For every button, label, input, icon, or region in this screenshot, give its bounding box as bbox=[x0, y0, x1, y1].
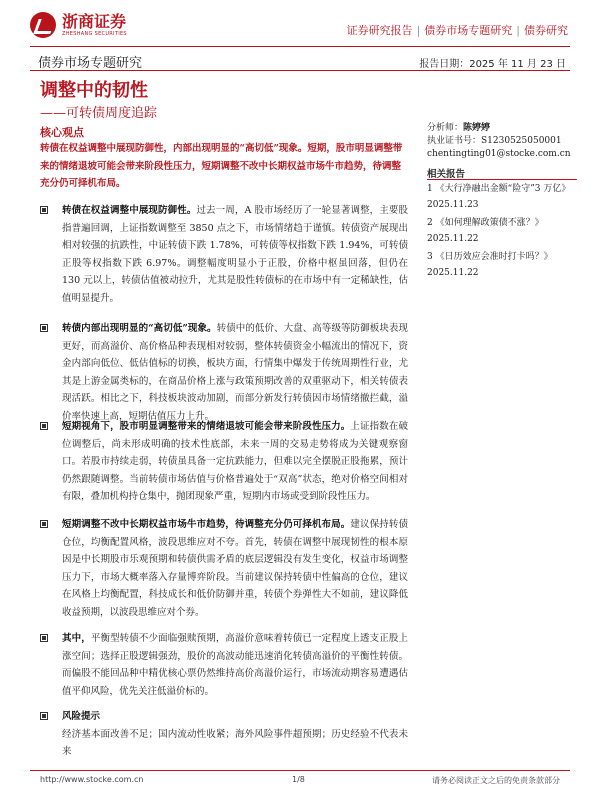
analyst-email[interactable]: chentingting01@stocke.com.cn bbox=[427, 149, 571, 159]
page-number: 1/8 bbox=[292, 775, 305, 784]
page-subtitle: ——可转债周度追踪 bbox=[40, 106, 158, 121]
risk-section bbox=[40, 708, 408, 761]
bullet-lead: 其中， bbox=[62, 633, 91, 644]
bullet-section bbox=[40, 202, 408, 308]
logo-chinese-name: 浙商证券 bbox=[62, 12, 127, 31]
bullet-square-icon bbox=[40, 712, 48, 720]
analyst-info bbox=[427, 122, 577, 161]
bullet-lead: 转债内部出现明显的“高切低”现象。 bbox=[62, 323, 217, 334]
bullet-lead: 转债在权益调整中展现防御性。 bbox=[62, 205, 197, 216]
bullet-paragraph bbox=[62, 516, 408, 622]
bullet-paragraph bbox=[62, 418, 408, 506]
bullet-lead: 短期视角下，股市明显调整带来的情绪退坡可能会带来阶段性压力。 bbox=[62, 421, 351, 432]
bullet-square-icon bbox=[40, 520, 48, 528]
bullet-body: 上证指数在破位调整后，尚未形成明确的技术性底部，未来一周的交易走势将成为关键观察窗口。若股市持续走弱，转债虽具备一定抗跌能力，但难以完全摆脱正股拖累，预计仍然跟随调整。当前转债市场估值与价格普遍处于“双高”状态，绝对价格空间相对有限，叠加机构持仓集中，抛团现象严重，短期内市场或受到阶段性压力。 bbox=[62, 421, 408, 503]
bullet-section bbox=[40, 320, 408, 426]
footer-divider bbox=[30, 770, 570, 771]
bullet-paragraph bbox=[62, 630, 408, 700]
bullet-body: 转债中的低价、大盘、高等级等防御板块表现更好，而高溢价、高价格品种表现相对较弱，整体转债资金小幅流出的情况下，资金内部向低位、低估值标的切换，板块方面，行情集中爆发于传统周期性行业，尤其是上游金属类标的，在商品价格上涨与政策预期改善的双重驱动下，相关转债表现活跃。相比之下，科技板块波动加剧，而部分新发行转债因市场情绪撤拦截，溢价率快速上高，短期估值压力上升。 bbox=[62, 323, 408, 422]
related-report-item[interactable]: 3 《日历效应会准时打卡吗？》 2025.11.22 bbox=[427, 252, 553, 278]
risk-heading bbox=[62, 708, 408, 726]
nav-item-bond-market: 债券市场专题研究 bbox=[424, 24, 513, 37]
risk-text: 经济基本面改善不足；国内流动性收紧；海外风险事件超预期；历史经验不代表未来 bbox=[62, 728, 408, 758]
header-divider bbox=[30, 46, 570, 47]
bullet-body: 建议保持转债仓位，均衡配置风格，波段思维应对不夸。首先，转债在调整中展现韧性的根本原因是中长期股市乐观预期和转债供需矛盾的底层逻辑没有发生变化，权益市场调整压力下，市场大概率落入存量博弈阶段。当前建议保持转债中性偏高的仓位，建议在风格上均衡配置，科技成长和低价防御并重，转债个券弹性大不如前，建议降低收益预期，以波段思维应对个券。 bbox=[62, 519, 408, 618]
core-view-heading: 核心观点 bbox=[40, 126, 84, 139]
bullet-paragraph bbox=[62, 320, 408, 426]
bullet-paragraph bbox=[62, 202, 408, 308]
report-date: 报告日期：2025 年 11 月 23 日 bbox=[419, 59, 566, 70]
risk-heading-text: 风险提示 bbox=[62, 711, 101, 722]
related-reports-list bbox=[427, 182, 582, 284]
bullet-lead: 短期调整不改中长期权益市场牛市趋势，待调整充分仍可择机布局。 bbox=[62, 519, 351, 530]
bullet-section bbox=[40, 630, 408, 700]
bullet-square-icon bbox=[40, 206, 48, 214]
bullet-square-icon bbox=[40, 634, 48, 642]
analyst-name: 陈婷婷 bbox=[463, 123, 491, 133]
header-divider-2 bbox=[30, 70, 570, 71]
bullet-square-icon bbox=[40, 422, 48, 430]
bullet-section bbox=[40, 418, 408, 506]
analyst-label: 分析师： bbox=[427, 123, 464, 133]
nav-item-securities-research: 证券研究报告 bbox=[346, 24, 413, 37]
related-divider bbox=[427, 179, 577, 180]
nav-item-bond-research: 债券研究 bbox=[524, 24, 568, 37]
logo-english-name: ZHESHANG SECURITIES bbox=[62, 31, 127, 37]
bullet-square-icon bbox=[40, 324, 48, 332]
bullet-body: 过去一周，A 股市场经历了一轮显著调整，主要股指普遍回调，上证指数调整至 3850 点之下，市场情绪趋于谨慎。转债资产展现出相对较强的抗跌性，中证转债下跌 1.78%，可转债等权指数下跌 1.94%，可转债正股等权指数下跌 6.97%。调整幅度明显小于正股，价格中枢虽回落，但仍在 130 元以上，转债估值被动拉升，尤其是股性转债标的在市场中有一定稀缺性，估值明显提升。 bbox=[62, 205, 408, 304]
related-report-item[interactable]: 2 《如何理解政策债不涨？》 2025.11.22 bbox=[427, 218, 544, 244]
footer-disclaimer: 请务必阅读正文之后的免责条款部分 bbox=[432, 776, 560, 785]
bullet-body: 平衡型转债不少面临强赎预期，高溢价意味着转债已一定程度上透支正股上涨空间；选择正股逻辑强劲，股价的高波动能迅速消化转债高溢价的平衡性转债。而偏股不能回品种中精优核心票仍然维持高价高溢价运行，市场流动期容易遭遇估值平仰风险，优先关注低溢价标的。 bbox=[62, 633, 408, 697]
related-reports-heading: 相关报告 bbox=[427, 169, 466, 180]
related-report-item[interactable]: 1 《大行净融出金额“险守”3 万亿》 2025.11.23 bbox=[427, 184, 571, 210]
report-type: 债券市场专题研究 bbox=[38, 56, 143, 71]
logo-icon bbox=[30, 12, 56, 38]
page-title: 调整中的韧性 bbox=[40, 80, 148, 101]
bullet-section bbox=[40, 516, 408, 622]
analyst-cert: 执业证书号：S1230525050001 bbox=[427, 136, 562, 146]
core-view-text: 转债在权益调整中展现防御性，内部出现明显的“高切低”现象。短期，股市明显调整带来的情绪退坡可能会带来阶段性压力，短期调整不改中长期权益市场牛市趋势，待调整充分仍可择机布局。 bbox=[40, 143, 403, 189]
report-category-nav: 证券研究报告 | 债券市场专题研究 | 债券研究 bbox=[346, 24, 568, 37]
company-logo bbox=[30, 12, 127, 38]
footer-url[interactable]: http://www.stocke.com.cn bbox=[40, 775, 144, 784]
